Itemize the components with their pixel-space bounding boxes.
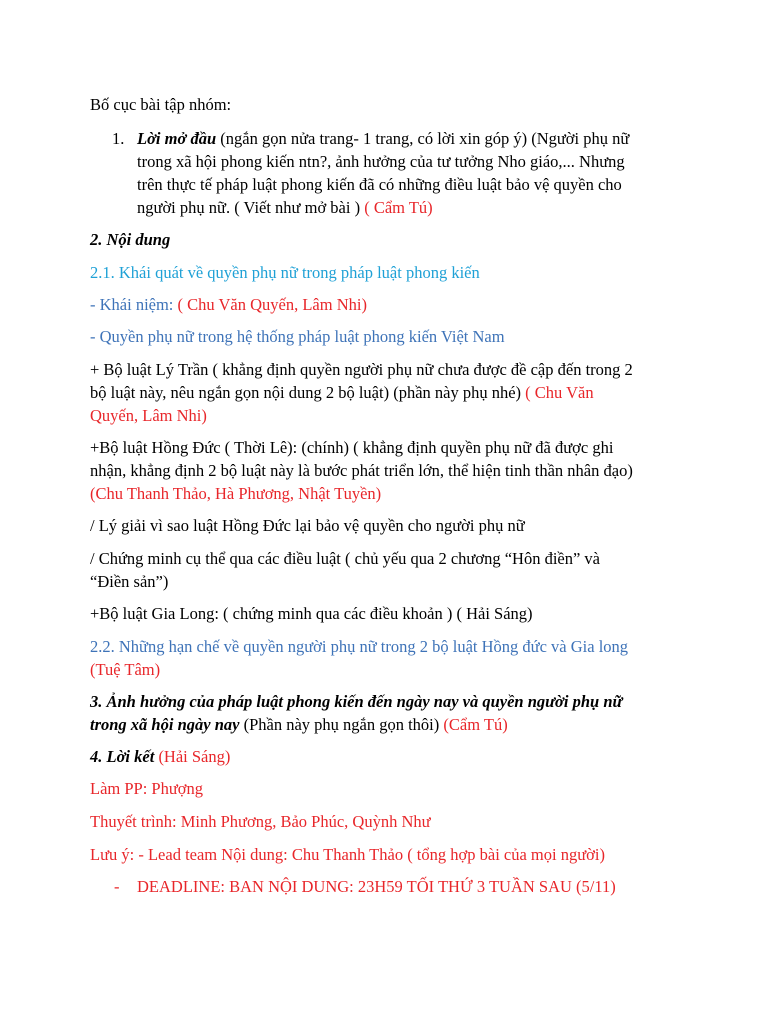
ly-tran-line-1: + Bộ luật Lý Trần ( khẳng định quyền người phụ nữ chưa được đề cập đến trong 2	[90, 360, 633, 379]
deadline-text: DEADLINE: BAN NỘI DUNG: 23H59 TỐI THỨ 3 TUẦN SAU (5/11)	[137, 877, 616, 896]
hong-duc-assignee: (Chu Thanh Thảo, Hà Phương, Nhật Tuyền)	[90, 484, 382, 503]
thuyet-trinh-line: Thuyết trình: Minh Phương, Bảo Phúc, Quỳnh Như	[90, 812, 431, 831]
ly-tran-text-2: bộ luật này, nêu ngắn gọn nội dung 2 bộ luật) (phần này phụ nhé)	[90, 383, 526, 402]
section-3-heading-line-1: 3. Ảnh hưởng của pháp luật phong kiến đến ngày nay và quyền người phụ nữ	[90, 692, 623, 711]
khai-niem-assignee: ( Chu Văn Quyến, Lâm Nhi)	[177, 295, 367, 314]
intro-text-1: (ngắn gọn nửa trang- 1 trang, có lời xin góp ý) (Người phụ nữ	[216, 129, 630, 148]
section-2-2-assignee: (Tuệ Tâm)	[90, 660, 161, 679]
intro-line-3: trên thực tế pháp luật phong kiến đã có những điều luật bảo vệ quyền cho	[137, 175, 622, 194]
document-title: Bố cục bài tập nhóm:	[90, 95, 232, 114]
lam-pp-line: Làm PP: Phượng	[90, 779, 204, 798]
section-4-line	[90, 746, 230, 769]
intro-heading: Lời mở đầu	[137, 129, 217, 148]
section-2-1-heading: 2.1. Khái quát về quyền phụ nữ trong pháp luật phong kiến	[90, 263, 480, 282]
section-2-heading: 2. Nội dung	[90, 230, 171, 249]
section-3-heading-end: trong xã hội ngày nay	[90, 715, 240, 734]
section-3-note: (Phần này phụ ngắn gọn thôi)	[239, 715, 444, 734]
intro-text-4: người phụ nữ. ( Viết như mở bài )	[137, 198, 365, 217]
luu-y-line: Lưu ý: - Lead team Nội dung: Chu Thanh Thảo ( tổng hợp bài của mọi người)	[90, 845, 605, 864]
ly-tran-line-2	[90, 382, 594, 405]
section-3-assignee: (Cẩm Tú)	[443, 715, 508, 734]
list-number: 1.	[112, 129, 125, 148]
intro-line-4	[137, 197, 433, 220]
chung-minh-line-1: / Chứng minh cụ thể qua các điều luật ( chủ yếu qua 2 chương “Hôn điền” và	[90, 549, 601, 568]
ly-tran-assignee-2: Quyến, Lâm Nhi)	[90, 406, 207, 425]
intro-assignee: ( Cẩm Tú)	[364, 198, 433, 217]
deadline-bullet: -	[114, 877, 120, 896]
quyen-phu-nu-line: - Quyền phụ nữ trong hệ thống pháp luật phong kiến Việt Nam	[90, 327, 505, 346]
gia-long-line: +Bộ luật Gia Long: ( chứng minh qua các điều khoản ) ( Hải Sáng)	[90, 604, 533, 623]
khai-niem-line	[90, 294, 367, 317]
chung-minh-line-2: “Điền sản”)	[90, 572, 169, 591]
intro-line-1	[137, 128, 629, 151]
khai-niem-text: - Khái niệm:	[90, 295, 178, 314]
ly-tran-assignee-1: ( Chu Văn	[525, 383, 594, 402]
ly-giai-line: / Lý giải vì sao luật Hồng Đức lại bảo vệ quyền cho người phụ nữ	[90, 516, 525, 535]
section-3-heading-line-2	[90, 714, 508, 737]
section-4-assignee: (Hải Sáng)	[154, 747, 231, 766]
section-2-2-heading: 2.2. Những hạn chế về quyền người phụ nữ trong 2 bộ luật Hồng đức và Gia long	[90, 637, 629, 656]
intro-line-2: trong xã hội phong kiến ntn?, ảnh hưởng của tư tưởng Nho giáo,... Nhưng	[137, 152, 625, 171]
hong-duc-line-2: nhận, khẳng định 2 bộ luật này là bước phát triển lớn, thể hiện tinh thần nhân đạo)	[90, 461, 633, 480]
hong-duc-line-1: +Bộ luật Hồng Đức ( Thời Lê): (chính) ( khẳng định quyền phụ nữ đã được ghi	[90, 438, 614, 457]
section-4-heading: 4. Lời kết	[90, 747, 155, 766]
